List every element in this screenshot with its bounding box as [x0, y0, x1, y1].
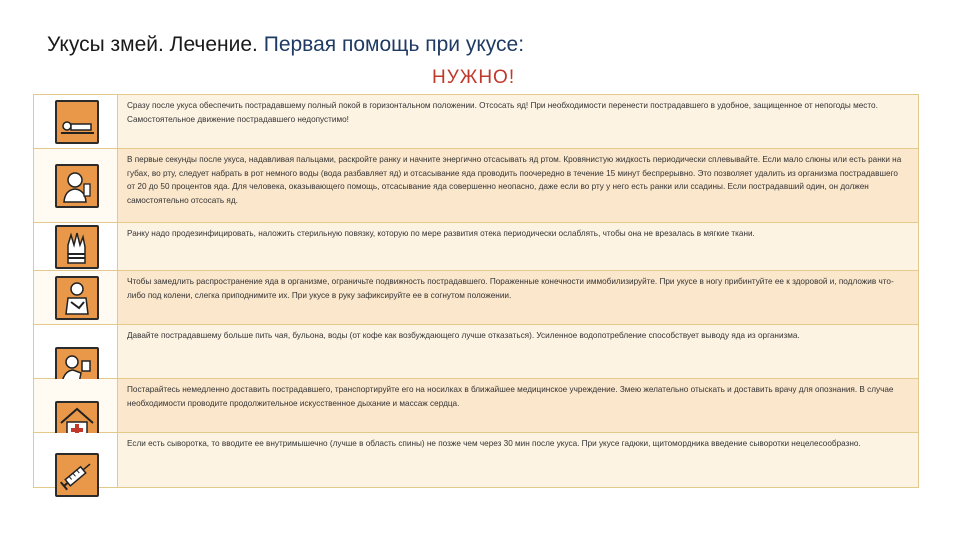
row-text: Сразу после укуса обеспечить пострадавшему полный покой в горизонтальном положении. Отсосать яд! При необходимости перенести пострадавшего в удобное, защищенное от непогоды место. Самостоятельное движение пострадавшего недопустимо! [127, 101, 878, 124]
table-row [34, 271, 918, 325]
subtitle-must: НУЖНО! [432, 67, 516, 88]
icon-cell [34, 379, 118, 432]
row-text: Постарайтесь немедленно доставить пострадавшего, транспортируйте его на носилках в ближайшее медицинское учреждение. Змею желательно отыскать и доставить врачу для опознания. В случае необходимости проводите продолжительное искусственное дыхание и массаж сердца. [127, 385, 894, 408]
table-row [34, 223, 918, 271]
syringe-icon [55, 453, 99, 497]
first-aid-table [33, 94, 919, 488]
person-lying-icon [55, 100, 99, 144]
splint-arm-icon [55, 276, 99, 320]
row-text: Ранку надо продезинфицировать, наложить стерильную повязку, которую по мере развития отека периодически ослаблять, чтобы она не врезалась в мягкие ткани. [127, 229, 755, 238]
person-face-icon [55, 164, 99, 208]
icon-cell [34, 433, 118, 487]
icon-cell [34, 95, 118, 148]
row-text: Давайте пострадавшему больше пить чая, бульона, воды (от кофе как возбуждающего лучше отказаться). Усиленное водопотребление способствует выводу яда из организма. [127, 331, 800, 340]
table-row [34, 325, 918, 379]
table-row [34, 433, 918, 487]
row-text: В первые секунды после укуса, надавливая пальцами, раскройте ранку и начните энергично отсасывать яд ртом. Кровянистую жидкость периодически сплевывайте. Если мало слюны или есть ранки на губах, во рту, следует набрать в рот немного воды (вода разбавляет яд) и отсасывание яда проводить поочередно в течение 15 минут беспрерывно. Это позволяет удалить из организма пострадавшего от 20 до 50 процентов яда. Для человека, оказывающего помощь, отсасывание яда совершенно неопасно, даже если во рту у него есть ранки или ссадины. Если пострадавший один, он должен самостоятельно отсосать яд. [127, 155, 902, 205]
title-first-aid: Первая помощь при укусе: [263, 33, 525, 56]
icon-cell [34, 271, 118, 324]
row-text: Чтобы замедлить распространение яда в организме, ограничьте подвижность пострадавшего. Пораженные конечности иммобилизируйте. При укусе в ногу прибинтуйте ее к здоровой и, подложив что-либо под колени, слегка приподнимите их. При укусе в руку зафиксируйте ее в согнутом положении. [127, 277, 894, 300]
icon-cell [34, 223, 118, 270]
table-row [34, 95, 918, 149]
icon-cell [34, 325, 118, 378]
table-row [34, 149, 918, 223]
row-text: Если есть сыворотка, то вводите ее внутримышечно (лучше в область спины) не позже чем через 30 мин после укуса. При укусе гадюки, щитомордника введение сыворотки нецелесообразно. [127, 439, 861, 448]
title-main: Укусы змей. Лечение. [47, 33, 258, 56]
page-title [47, 32, 524, 58]
icon-cell [34, 149, 118, 222]
table-row [34, 379, 918, 433]
bandaged-hand-icon [55, 225, 99, 269]
